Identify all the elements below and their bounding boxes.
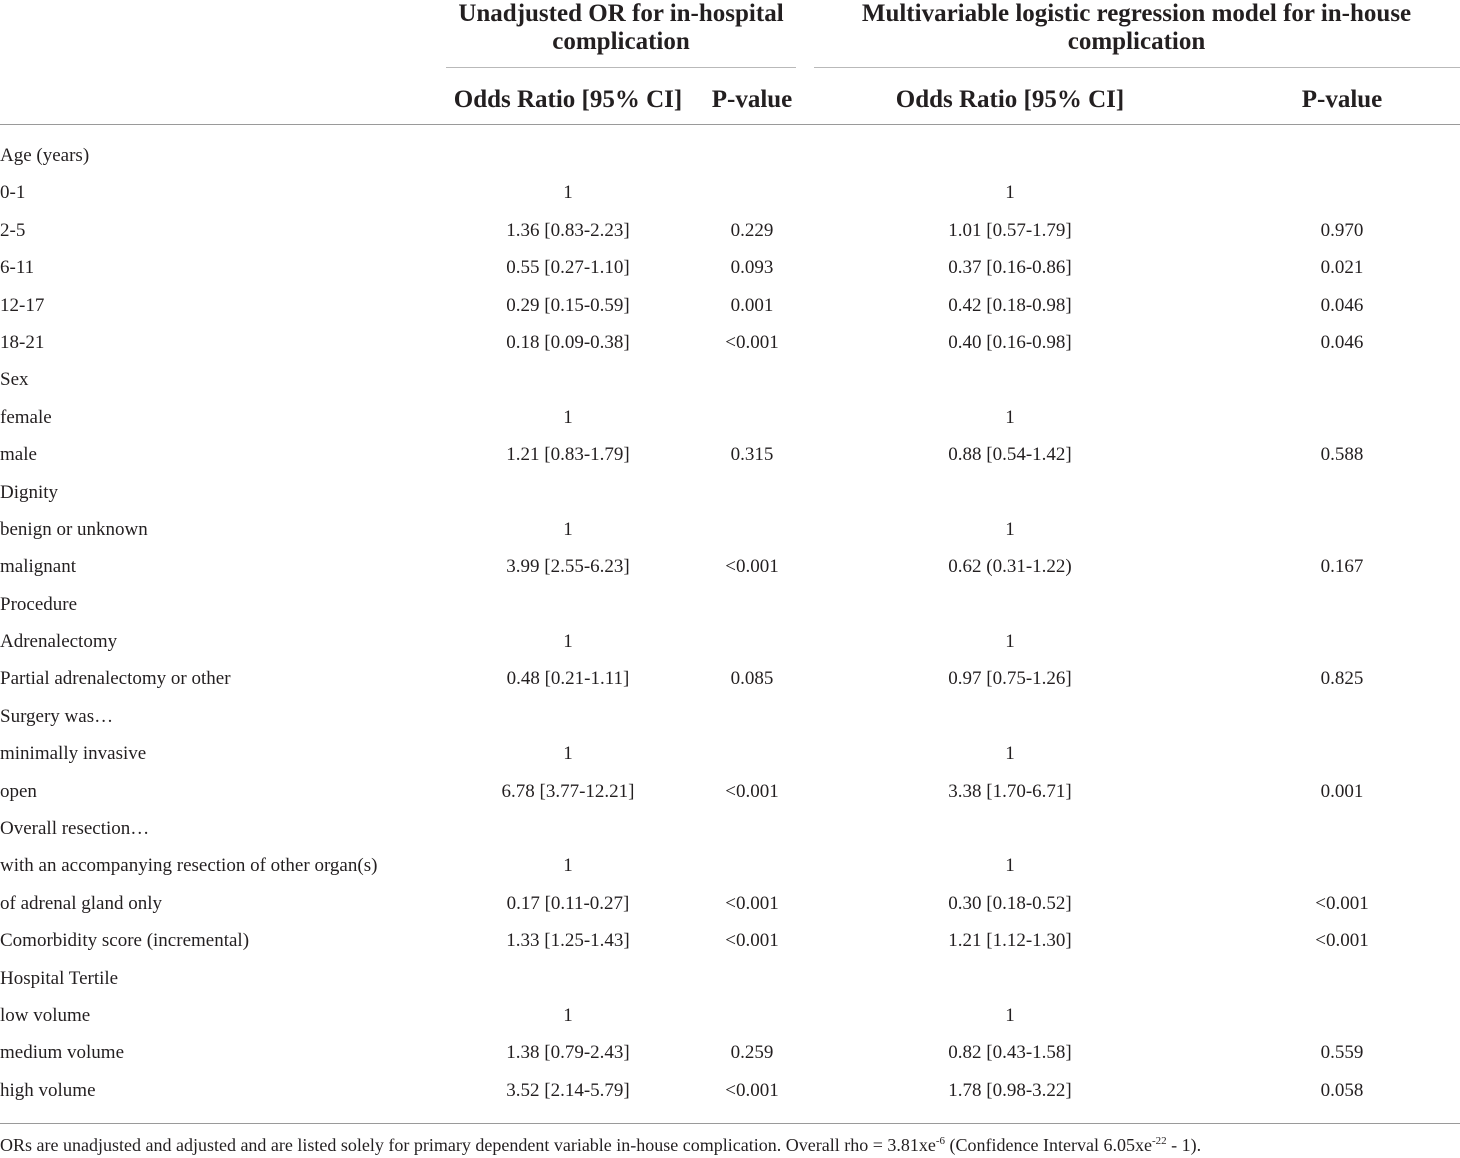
odds-ratio-unadjusted-cell: 1.33 [1.25-1.43] <box>506 930 630 952</box>
row-label: 6-11 <box>0 257 35 279</box>
odds-ratio-adjusted-cell: 1 <box>1005 743 1015 765</box>
odds-ratio-unadjusted-cell: 0.48 [0.21-1.11] <box>506 668 630 690</box>
table-row <box>0 660 1460 697</box>
table-row <box>0 773 1460 810</box>
table-row <box>0 361 1460 398</box>
odds-ratio-adjusted-cell: 1 <box>1005 631 1015 653</box>
p-value-adjusted-cell: 0.046 <box>1320 331 1364 353</box>
table-row <box>0 960 1460 997</box>
table-row <box>0 922 1460 959</box>
table-row <box>0 324 1460 361</box>
odds-ratio-adjusted-cell: 0.97 [0.75-1.26] <box>948 668 1072 690</box>
p-value-unadjusted-cell: 0.085 <box>730 668 774 690</box>
table-row <box>0 399 1460 436</box>
row-label: Sex <box>0 369 29 391</box>
odds-ratio-unadjusted-cell: 1.21 [0.83-1.79] <box>506 444 630 466</box>
odds-ratio-unadjusted-cell: 0.18 [0.09-0.38] <box>506 331 630 353</box>
row-label: 18-21 <box>0 331 45 353</box>
row-label: Hospital Tertile <box>0 967 119 989</box>
table-row <box>0 474 1460 511</box>
odds-ratio-adjusted-cell: 0.37 [0.16-0.86] <box>948 257 1072 279</box>
row-label: high volume <box>0 1079 96 1101</box>
p-value-adjusted-cell: 0.021 <box>1320 257 1364 279</box>
odds-ratio-adjusted-cell: 1 <box>1005 518 1015 540</box>
table-row <box>0 997 1460 1034</box>
row-label: male <box>0 444 37 466</box>
p-value-unadjusted-cell: 0.093 <box>730 257 774 279</box>
table-row <box>0 623 1460 660</box>
group-header-multivariable: Multivariable logistic regression model for in-house complication <box>861 0 1412 55</box>
odds-ratio-adjusted-cell: 0.30 [0.18-0.52] <box>948 892 1072 914</box>
table-row <box>0 249 1460 286</box>
odds-ratio-adjusted-cell: 1 <box>1005 855 1015 877</box>
odds-ratio-unadjusted-cell: 1.36 [0.83-2.23] <box>506 219 630 241</box>
p-value-unadjusted-cell: 0.001 <box>730 294 774 316</box>
p-value-unadjusted-cell: <0.001 <box>725 780 779 802</box>
footnote-text-2: (Confidence Interval 6.05xe <box>945 1135 1152 1155</box>
row-label: medium volume <box>0 1042 125 1064</box>
odds-ratio-adjusted-cell: 0.62 (0.31-1.22) <box>948 556 1072 578</box>
odds-ratio-adjusted-cell: 1.78 [0.98-3.22] <box>948 1079 1072 1101</box>
table-row <box>0 137 1460 174</box>
odds-ratio-unadjusted-cell: 1 <box>563 631 573 653</box>
p-value-adjusted-cell: 0.001 <box>1320 780 1364 802</box>
odds-ratio-adjusted-cell: 1.21 [1.12-1.30] <box>948 930 1072 952</box>
table-row <box>0 1072 1460 1109</box>
table-row <box>0 287 1460 324</box>
row-label: Procedure <box>0 593 78 615</box>
row-label: 2-5 <box>0 219 26 241</box>
row-label: Comorbidity score (incremental) <box>0 930 250 952</box>
row-label: Dignity <box>0 481 59 503</box>
odds-ratio-unadjusted-cell: 6.78 [3.77-12.21] <box>501 780 635 802</box>
table-row <box>0 586 1460 623</box>
odds-ratio-unadjusted-cell: 1 <box>563 518 573 540</box>
p-value-adjusted-cell: 0.559 <box>1320 1042 1364 1064</box>
row-label: benign or unknown <box>0 518 148 540</box>
odds-ratio-adjusted-cell: 1 <box>1005 182 1015 204</box>
row-label: Surgery was… <box>0 705 114 727</box>
p-value-adjusted-cell: <0.001 <box>1315 930 1369 952</box>
row-label: low volume <box>0 1004 91 1026</box>
row-label: of adrenal gland only <box>0 892 162 914</box>
footnote-text-1: ORs are unadjusted and adjusted and are listed solely for primary dependent variable in-house complication. Overall rho = 3.81xe <box>0 1135 936 1155</box>
row-label: malignant <box>0 556 76 578</box>
row-label: with an accompanying resection of other organ(s) <box>0 855 378 877</box>
row-label: minimally invasive <box>0 743 147 765</box>
table-row <box>0 735 1460 772</box>
column-header-odds-ratio-unadjusted: Odds Ratio [95% CI] <box>453 86 683 113</box>
group-divider-unadjusted <box>446 67 796 68</box>
odds-ratio-adjusted-cell: 0.88 [0.54-1.42] <box>948 444 1072 466</box>
p-value-adjusted-cell: 0.588 <box>1320 444 1364 466</box>
odds-ratio-adjusted-cell: 1 <box>1005 1004 1015 1026</box>
group-divider-multivariable <box>814 67 1460 68</box>
p-value-unadjusted-cell: <0.001 <box>725 331 779 353</box>
row-label: open <box>0 780 37 802</box>
p-value-adjusted-cell: 0.058 <box>1320 1079 1364 1101</box>
row-label: Adrenalectomy <box>0 631 118 653</box>
odds-ratio-adjusted-cell: 1 <box>1005 406 1015 428</box>
odds-ratio-unadjusted-cell: 1 <box>563 182 573 204</box>
footnote-text-3: - 1). <box>1166 1135 1202 1155</box>
p-value-unadjusted-cell: 0.259 <box>730 1042 774 1064</box>
table-row <box>0 1034 1460 1071</box>
row-label: 0-1 <box>0 182 26 204</box>
table-row <box>0 436 1460 473</box>
p-value-adjusted-cell: 0.046 <box>1320 294 1364 316</box>
odds-ratio-unadjusted-cell: 1 <box>563 406 573 428</box>
table-row <box>0 548 1460 585</box>
table-row <box>0 511 1460 548</box>
table-row <box>0 212 1460 249</box>
odds-ratio-adjusted-cell: 3.38 [1.70-6.71] <box>948 780 1072 802</box>
p-value-unadjusted-cell: <0.001 <box>725 556 779 578</box>
p-value-adjusted-cell: 0.167 <box>1320 556 1364 578</box>
odds-ratio-unadjusted-cell: 1 <box>563 855 573 877</box>
row-label: Age (years) <box>0 145 90 166</box>
footer-divider <box>0 1123 1460 1124</box>
table-row <box>0 810 1460 847</box>
odds-ratio-adjusted-cell: 0.40 [0.16-0.98] <box>948 331 1072 353</box>
odds-ratio-adjusted-cell: 0.82 [0.43-1.58] <box>948 1042 1072 1064</box>
odds-ratio-unadjusted-cell: 0.55 [0.27-1.10] <box>506 257 630 279</box>
table-body <box>0 137 1460 1109</box>
table-row <box>0 847 1460 884</box>
row-label: Overall resection… <box>0 818 150 840</box>
odds-ratio-unadjusted-cell: 3.52 [2.14-5.79] <box>506 1079 630 1101</box>
odds-ratio-unadjusted-cell: 1.38 [0.79-2.43] <box>506 1042 630 1064</box>
p-value-adjusted-cell: <0.001 <box>1315 892 1369 914</box>
odds-ratio-unadjusted-cell: 3.99 [2.55-6.23] <box>506 556 630 578</box>
column-header-odds-ratio-adjusted: Odds Ratio [95% CI] <box>895 86 1125 113</box>
p-value-unadjusted-cell: 0.315 <box>730 444 774 466</box>
odds-ratio-unadjusted-cell: 0.29 [0.15-0.59] <box>506 294 630 316</box>
row-label: Partial adrenalectomy or other <box>0 668 231 690</box>
odds-ratio-unadjusted-cell: 0.17 [0.11-0.27] <box>506 892 630 914</box>
table-row <box>0 698 1460 735</box>
footnote-sup-1: -6 <box>935 1135 946 1147</box>
p-value-adjusted-cell: 0.825 <box>1320 668 1364 690</box>
footnote-sup-2: -22 <box>1151 1135 1167 1147</box>
p-value-unadjusted-cell: <0.001 <box>725 892 779 914</box>
odds-ratio-adjusted-cell: 1.01 [0.57-1.79] <box>948 219 1072 241</box>
odds-ratio-unadjusted-cell: 1 <box>563 743 573 765</box>
group-header-unadjusted: Unadjusted OR for in-hospital complication <box>458 0 784 55</box>
odds-ratio-adjusted-cell: 0.42 [0.18-0.98] <box>948 294 1072 316</box>
table-row <box>0 174 1460 211</box>
column-header-p-value-adjusted: P-value <box>1301 86 1383 113</box>
table-footnote <box>0 1133 1201 1157</box>
p-value-unadjusted-cell: 0.229 <box>730 219 774 241</box>
row-label: female <box>0 406 52 428</box>
row-label: 12-17 <box>0 294 45 316</box>
p-value-adjusted-cell: 0.970 <box>1320 219 1364 241</box>
table-row <box>0 885 1460 922</box>
header-divider <box>0 124 1460 125</box>
column-header-p-value-unadjusted: P-value <box>711 86 793 113</box>
p-value-unadjusted-cell: <0.001 <box>725 930 779 952</box>
odds-ratio-unadjusted-cell: 1 <box>563 1004 573 1026</box>
p-value-unadjusted-cell: <0.001 <box>725 1079 779 1101</box>
